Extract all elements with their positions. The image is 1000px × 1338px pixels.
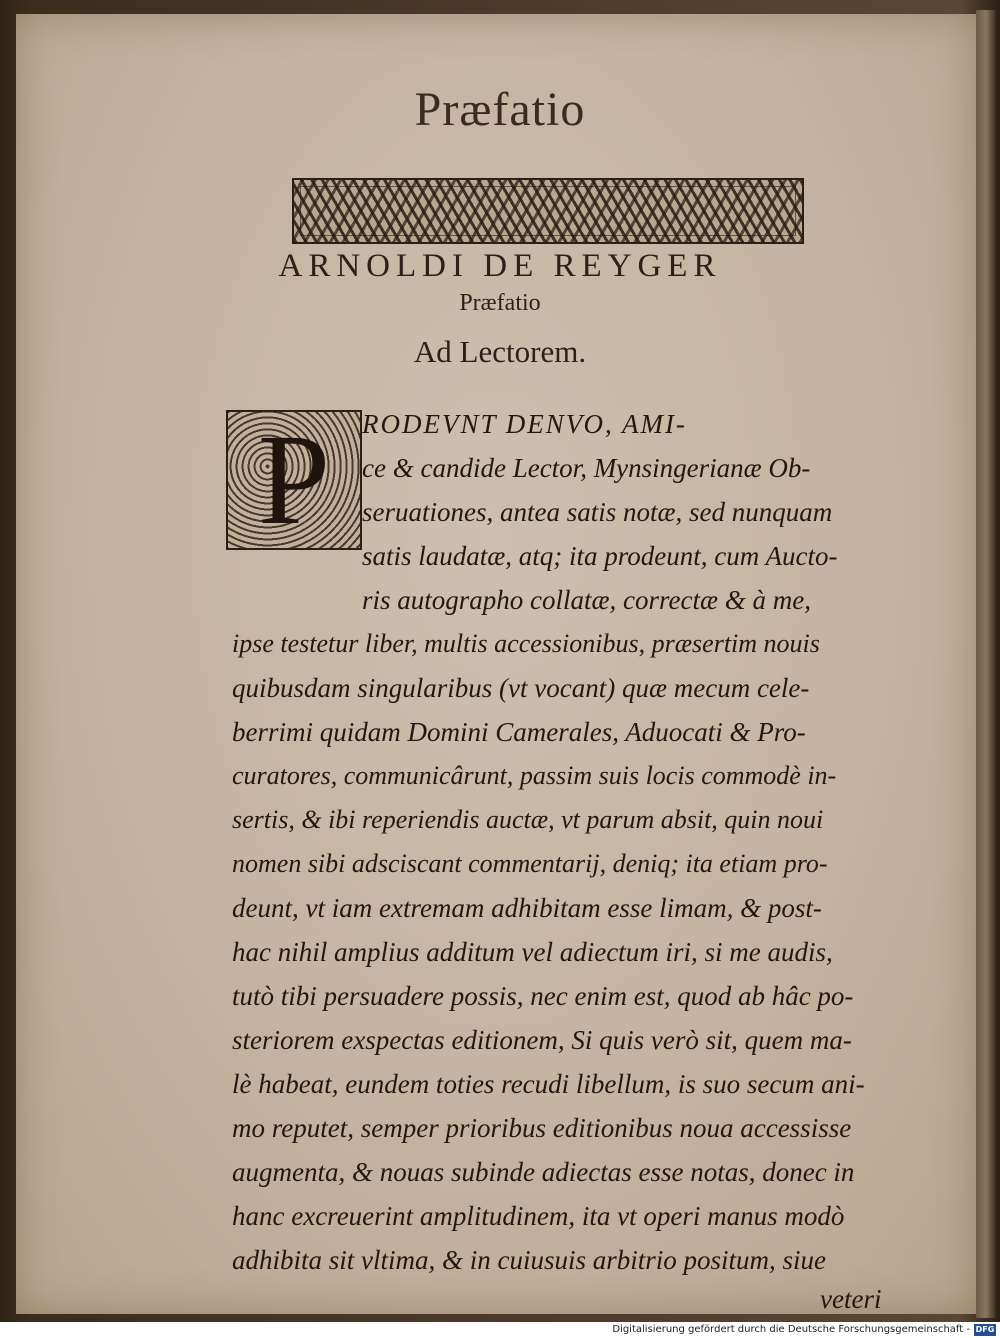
text-line: curatores, communicârunt, passim suis locis commodè in-	[232, 761, 837, 790]
text-line: lè habeat, eundem toties recudi libellum, is suo secum ani-	[232, 1069, 865, 1099]
text-line: nomen sibi adsciscant commentarij, deniq; ita etiam pro-	[232, 849, 828, 878]
page-edge	[976, 10, 996, 1318]
ornamental-headpiece	[292, 178, 804, 244]
digitization-footer	[0, 1322, 1000, 1338]
text-line: hac nihil amplius additum vel adiectum iri, si me audis,	[232, 937, 833, 967]
ornament-border	[300, 186, 796, 236]
text-line: satis laudatæ, atq; ita prodeunt, cum Aucto-	[362, 541, 838, 571]
text-line: hanc excreuerint amplitudinem, ita vt operi manus modò	[232, 1201, 845, 1231]
text-line: berrimi quidam Domini Camerales, Aduocati & Pro-	[232, 717, 806, 747]
text-line: augmenta, & nouas subinde adiectas esse notas, donec in	[232, 1157, 855, 1187]
text-line: seruationes, antea satis notæ, sed nunquam	[362, 497, 833, 527]
dfg-logo-icon: DFG	[975, 1325, 995, 1334]
text-line: sertis, & ibi reperiendis auctæ, vt parum absit, quin noui	[232, 805, 824, 834]
running-header: Præfatio	[414, 83, 586, 136]
text-line: adhibita sit vltima, & in cuiusuis arbitrio positum, siue	[232, 1245, 827, 1275]
decorated-initial	[226, 410, 362, 550]
initial-letter: P	[257, 408, 331, 552]
text-line: tutò tibi persuadere possis, nec enim est, quod ab hâc po-	[232, 981, 854, 1011]
text-line: RODEVNT DENVO, AMI-	[362, 409, 687, 439]
address-heading: Ad Lectorem.	[413, 334, 587, 369]
text-line: quibusdam singularibus (vt vocant) quæ mecum cele-	[232, 673, 810, 703]
section-subtitle: Præfatio	[459, 290, 541, 316]
text-line: ce & candide Lector, Mynsingerianæ Ob-	[362, 453, 811, 483]
text-line: deunt, vt iam extremam adhibitam esse limam, & post-	[232, 893, 822, 923]
author-heading: ARNOLDI DE REYGER	[278, 248, 722, 284]
footer-credit: Digitalisierung gefördert durch die Deutsche Forschungsgemeinschaft -	[612, 1324, 970, 1335]
text-line: ipse testetur liber, multis accessionibus, præsertim nouis	[232, 629, 820, 658]
text-line: ris autographo collatæ, correctæ & à me,	[362, 585, 811, 615]
text-line: mo reputet, semper prioribus editionibus noua accessisse	[232, 1113, 852, 1143]
catchword: veteri	[820, 1284, 882, 1314]
text-line: steriorem exspectas editionem, Si quis verò sit, quem ma-	[232, 1025, 852, 1055]
